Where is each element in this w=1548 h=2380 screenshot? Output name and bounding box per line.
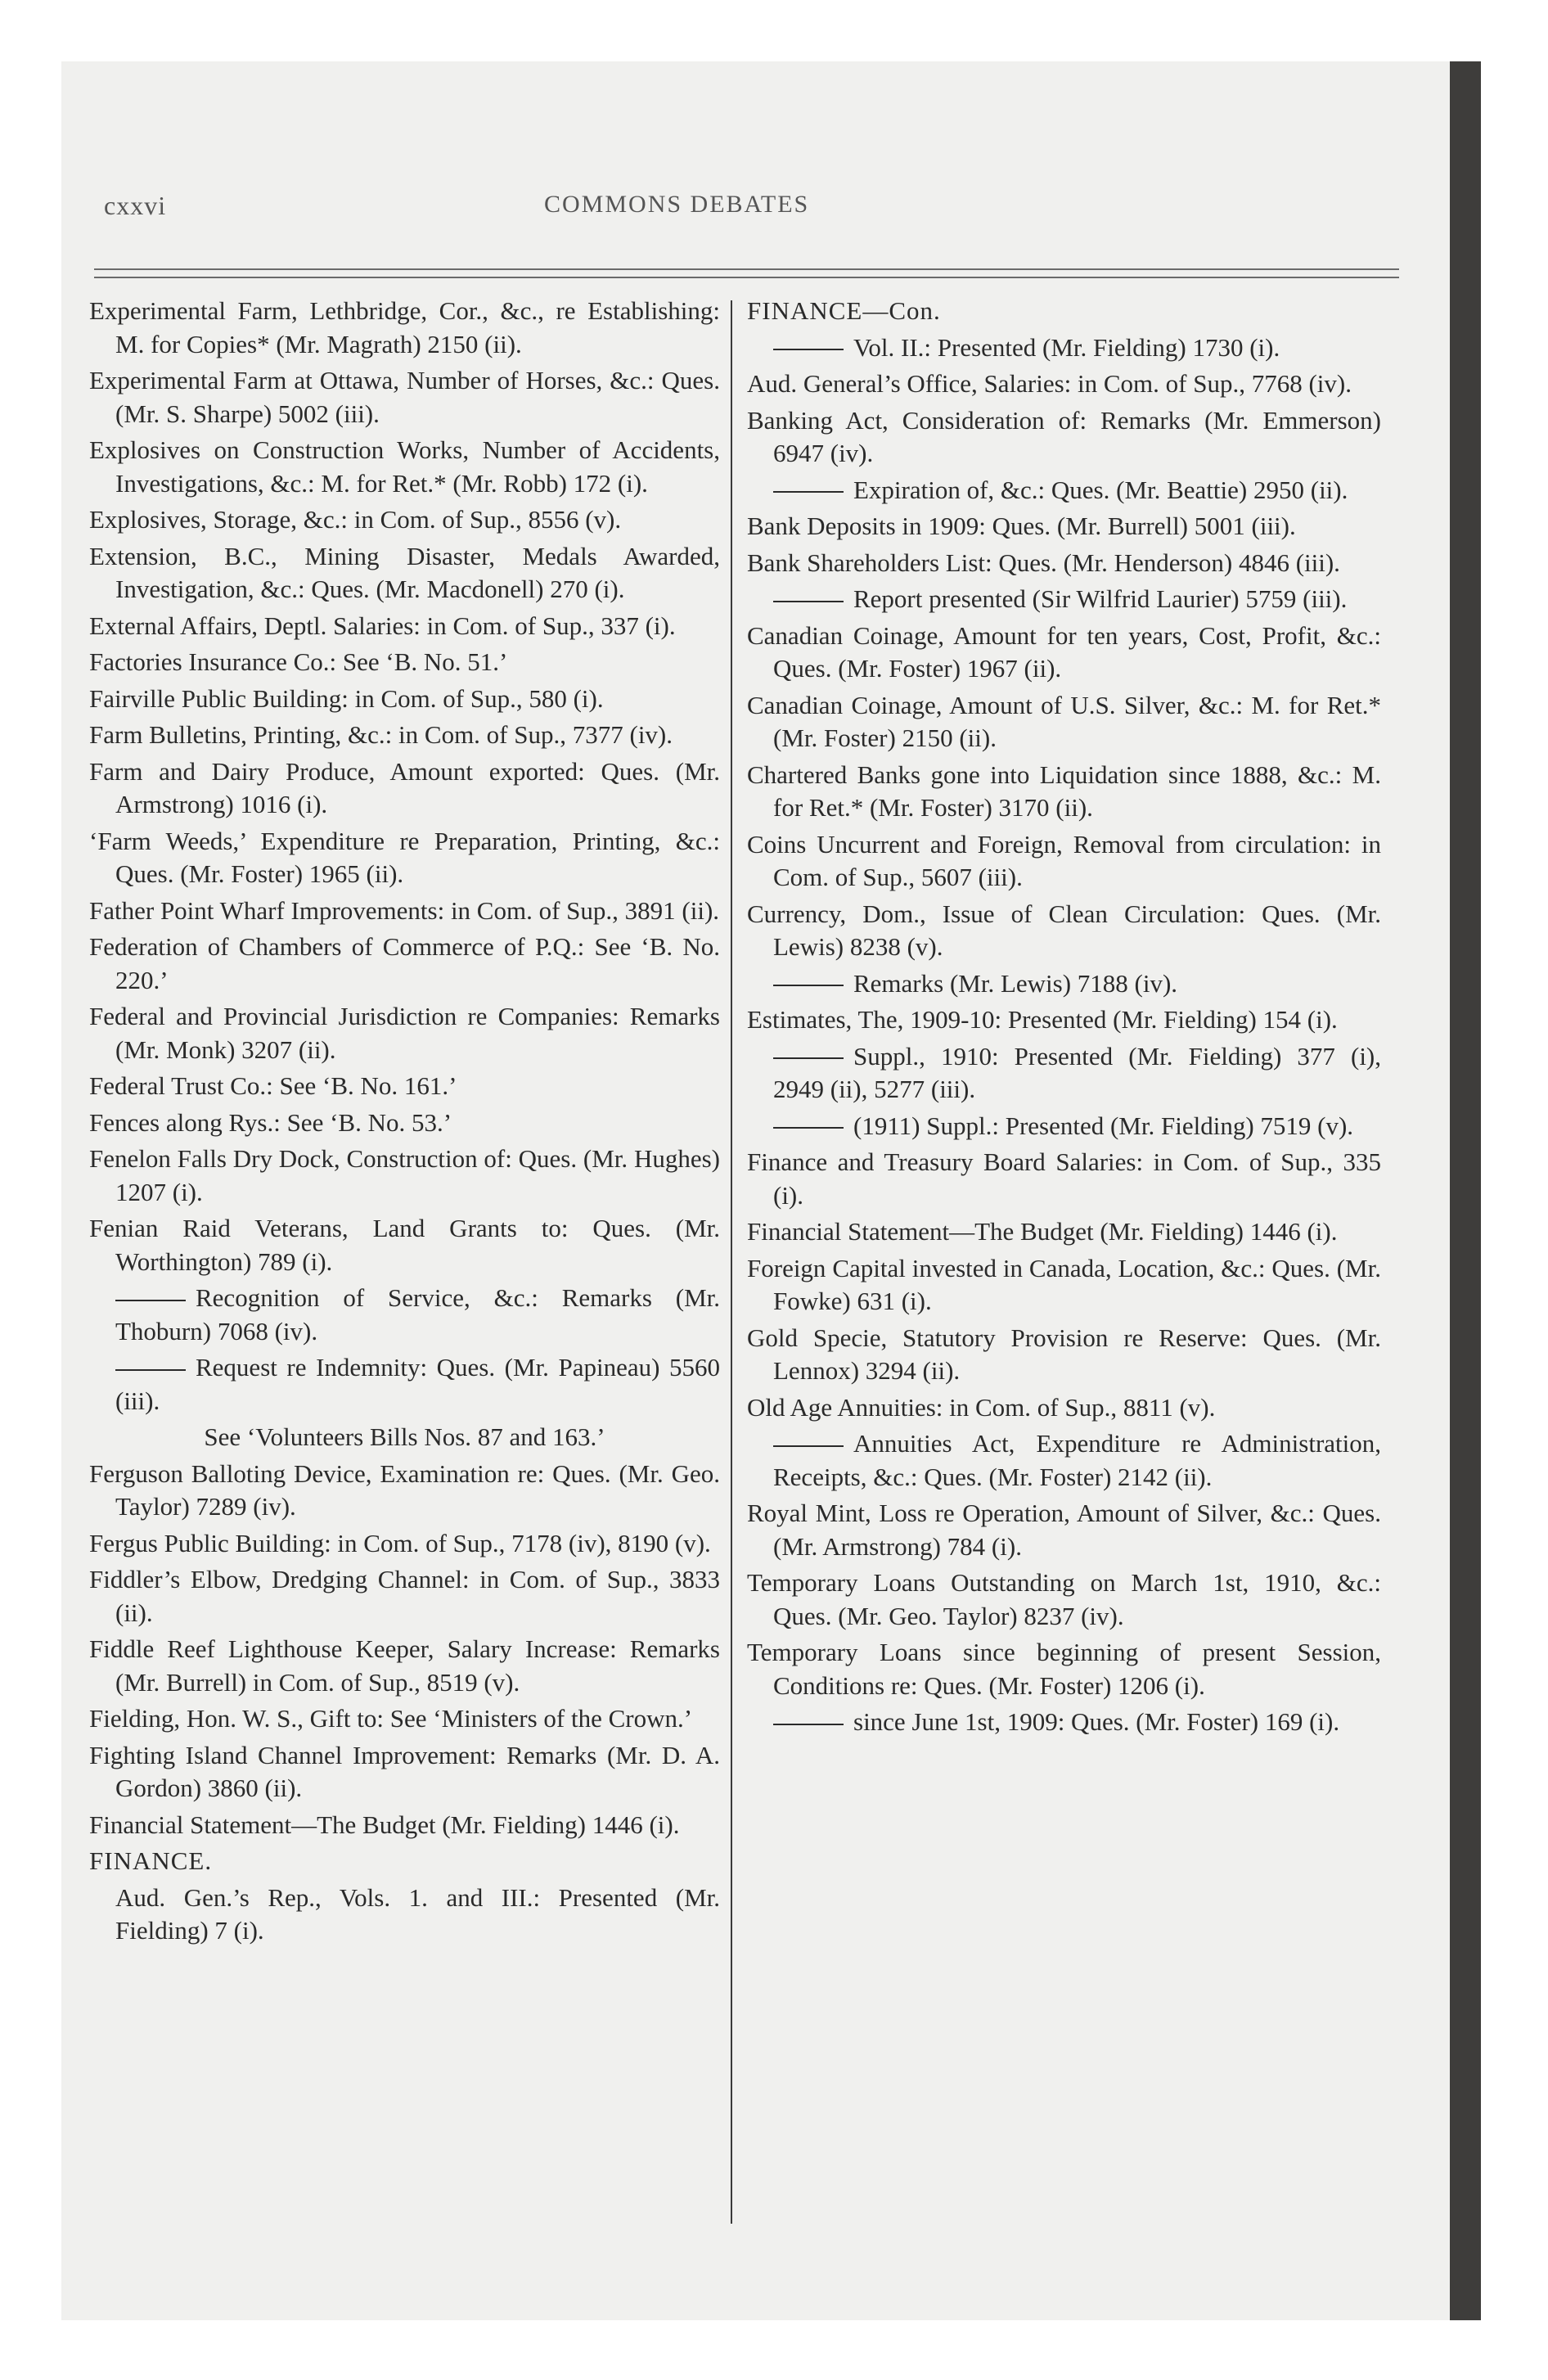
index-heading: FINANCE. xyxy=(89,1846,213,1875)
index-entry: Aud. Gen.’s Rep., Vols. 1. and III.: Presented (Mr. Fielding) 7 (i). xyxy=(115,1882,720,1945)
index-entry: Fighting Island Channel Improvement: Remarks (Mr. D. A. Gordon) 3860 (ii). xyxy=(89,1740,720,1802)
index-entry: Report presented (Sir Wilfrid Laurier) 5759 (iii). xyxy=(747,583,1381,616)
index-entry: Request re Indemnity: Ques. (Mr. Papineau) 5560 (iii). xyxy=(89,1351,720,1418)
index-entry: Old Age Annuities: in Com. of Sup., 8811 (v). xyxy=(747,1392,1216,1422)
left-column xyxy=(89,295,720,1951)
page-edge-shadow xyxy=(1450,61,1481,2320)
index-entry: Temporary Loans since beginning of present Session, Conditions re: Ques. (Mr. Foster) 1206 (i). xyxy=(747,1638,1381,1700)
index-entry: Remarks (Mr. Lewis) 7188 (iv). xyxy=(747,967,1381,1001)
index-entry: ‘Farm Weeds,’ Expenditure re Preparation, Printing, &c.: Ques. (Mr. Foster) 1965 (ii). xyxy=(89,826,720,888)
index-entry: Currency, Dom., Issue of Clean Circulation: Ques. (Mr. Lewis) 8238 (v). xyxy=(747,899,1381,961)
index-entry: Annuities Act, Expenditure re Administration, Receipts, &c.: Ques. (Mr. Foster) 2142 (ii). xyxy=(747,1427,1381,1494)
index-entry: Coins Uncurrent and Foreign, Removal from circulation: in Com. of Sup., 5607 (iii). xyxy=(747,829,1381,891)
index-entry: Chartered Banks gone into Liquidation since 1888, &c.: M. for Ret.* (Mr. Foster) 3170 (ii). xyxy=(747,760,1381,822)
index-entry: Bank Deposits in 1909: Ques. (Mr. Burrell) 5001 (iii). xyxy=(747,512,1296,540)
index-entry: Extension, B.C., Mining Disaster, Medals Awarded, Investigation, &c.: Ques. (Mr. Macdonell) 270 (i). xyxy=(89,541,720,603)
index-entry: Canadian Coinage, Amount of U.S. Silver, &c.: M. for Ret.* (Mr. Foster) 2150 (ii). xyxy=(747,690,1381,752)
index-entry: Expiration of, &c.: Ques. (Mr. Beattie) 2950 (ii). xyxy=(747,474,1381,507)
index-entry: Gold Specie, Statutory Provision re Reserve: Ques. (Mr. Lennox) 3294 (ii). xyxy=(747,1323,1381,1385)
index-entry: Fences along Rys.: See ‘B. No. 53.’ xyxy=(89,1107,452,1137)
index-entry: (1911) Suppl.: Presented (Mr. Fielding) 7519 (v). xyxy=(747,1110,1381,1143)
index-entry: Estimates, The, 1909-10: Presented (Mr. Fielding) 154 (i). xyxy=(747,1005,1338,1034)
index-entry: Explosives, Storage, &c.: in Com. of Sup., 8556 (v). xyxy=(89,505,622,534)
right-column xyxy=(747,295,1381,1742)
index-entry: Aud. General’s Office, Salaries: in Com. of Sup., 7768 (iv). xyxy=(747,369,1352,398)
index-entry: Farm and Dairy Produce, Amount exported: Ques. (Mr. Armstrong) 1016 (i). xyxy=(89,756,720,818)
page-number: cxxvi xyxy=(104,191,167,220)
index-entry: Temporary Loans Outstanding on March 1st, 1910, &c.: Ques. (Mr. Geo. Taylor) 8237 (iv). xyxy=(747,1568,1381,1630)
index-entry: Foreign Capital invested in Canada, Location, &c.: Ques. (Mr. Fowke) 631 (i). xyxy=(747,1253,1381,1315)
index-entry: Financial Statement—The Budget (Mr. Fielding) 1446 (i). xyxy=(747,1217,1338,1246)
index-entry: Father Point Wharf Improvements: in Com. of Sup., 3891 (ii). xyxy=(89,895,720,925)
index-entry: Federal Trust Co.: See ‘B. No. 161.’ xyxy=(89,1071,457,1100)
index-entry: Fenian Raid Veterans, Land Grants to: Ques. (Mr. Worthington) 789 (i). xyxy=(89,1214,720,1276)
index-entry: Experimental Farm, Lethbridge, Cor., &c., re Establishing: M. for Copies* (Mr. Magrath) 2150 (ii). xyxy=(89,296,720,358)
index-entry: Fiddle Reef Lighthouse Keeper, Salary Increase: Remarks (Mr. Burrell) in Com. of Sup., 8519 (v). xyxy=(89,1634,720,1697)
index-entry: Federation of Chambers of Commerce of P.Q.: See ‘B. No. 220.’ xyxy=(89,932,720,994)
index-entry: Recognition of Service, &c.: Remarks (Mr. Thoburn) 7068 (iv). xyxy=(89,1282,720,1348)
index-heading: FINANCE—Con. xyxy=(747,296,941,325)
running-title: COMMONS DEBATES xyxy=(544,191,810,218)
index-entry: Finance and Treasury Board Salaries: in Com. of Sup., 335 (i). xyxy=(747,1147,1381,1210)
index-entry: since June 1st, 1909: Ques. (Mr. Foster) 169 (i). xyxy=(747,1706,1381,1739)
scanned-page xyxy=(61,61,1481,2320)
index-entry: Financial Statement—The Budget (Mr. Fielding) 1446 (i). xyxy=(89,1810,680,1839)
index-entry: Canadian Coinage, Amount for ten years, Cost, Profit, &c.: Ques. (Mr. Foster) 1967 (ii). xyxy=(747,620,1381,683)
index-entry: Suppl., 1910: Presented (Mr. Fielding) 377 (i), 2949 (ii), 5277 (iii). xyxy=(747,1040,1381,1107)
index-entry: Farm Bulletins, Printing, &c.: in Com. of Sup., 7377 (iv). xyxy=(89,720,673,749)
index-entry: External Affairs, Deptl. Salaries: in Com. of Sup., 337 (i). xyxy=(89,611,676,640)
index-entry: Explosives on Construction Works, Number of Accidents, Investigations, &c.: M. for Ret.* (Mr. Robb) 172 (i). xyxy=(89,435,720,498)
column-divider xyxy=(731,300,732,2224)
index-entry: Fergus Public Building: in Com. of Sup., 7178 (iv), 8190 (v). xyxy=(89,1528,711,1557)
index-entry: Fenelon Falls Dry Dock, Construction of: Ques. (Mr. Hughes) 1207 (i). xyxy=(89,1144,720,1206)
index-entry: Federal and Provincial Jurisdiction re Companies: Remarks (Mr. Monk) 3207 (ii). xyxy=(89,1002,720,1064)
index-entry: Experimental Farm at Ottawa, Number of Horses, &c.: Ques. (Mr. S. Sharpe) 5002 (iii). xyxy=(89,366,720,428)
index-entry: Banking Act, Consideration of: Remarks (Mr. Emmerson) 6947 (iv). xyxy=(747,405,1381,467)
index-entry: Fairville Public Building: in Com. of Sup., 580 (i). xyxy=(89,683,604,713)
index-entry: Bank Shareholders List: Ques. (Mr. Henderson) 4846 (iii). xyxy=(747,548,1340,577)
header-rule xyxy=(94,268,1399,278)
index-entry: Ferguson Balloting Device, Examination re: Ques. (Mr. Geo. Taylor) 7289 (iv). xyxy=(89,1458,720,1521)
index-entry: Fiddler’s Elbow, Dredging Channel: in Com. of Sup., 3833 (ii). xyxy=(89,1565,720,1627)
index-entry: Factories Insurance Co.: See ‘B. No. 51.’ xyxy=(89,647,508,676)
index-entry: Royal Mint, Loss re Operation, Amount of Silver, &c.: Ques. (Mr. Armstrong) 784 (i). xyxy=(747,1499,1381,1561)
index-entry: See ‘Volunteers Bills Nos. 87 and 163.’ xyxy=(204,1422,605,1451)
index-entry: Vol. II.: Presented (Mr. Fielding) 1730 (i). xyxy=(747,331,1381,365)
index-entry: Fielding, Hon. W. S., Gift to: See ‘Ministers of the Crown.’ xyxy=(89,1704,693,1733)
